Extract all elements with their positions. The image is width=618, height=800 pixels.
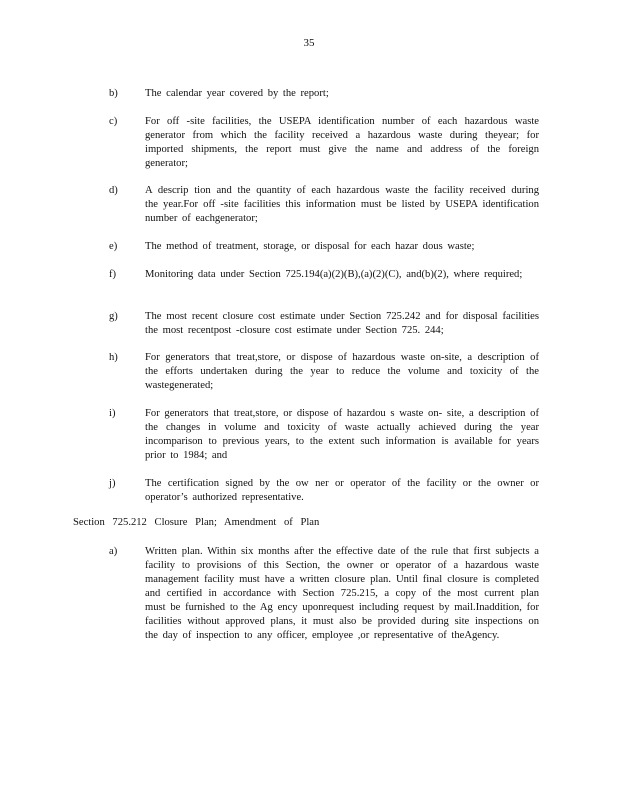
item-text: The calendar year covered by the report;: [145, 88, 329, 99]
item-text: For off -site facilities, the USEPA identification number of each hazardous waste generator from which the facility received a hazardous waste during theyear; for imported shipments, the report must give the name and address of the foreign generator;: [145, 116, 539, 169]
section-heading: Section 725.212 Closure Plan; Amendment of Plan: [73, 517, 320, 528]
item-label: h): [109, 352, 118, 363]
item-label: e): [109, 241, 118, 252]
item-label: d): [109, 185, 118, 196]
item-label: i): [109, 408, 116, 419]
item-text: Monitoring data under Section 725.194(a)(2)(B),(a)(2)(C), and(b)(2), where required;: [145, 269, 523, 280]
item-text: A descrip tion and the quantity of each hazardous waste the facility received during the year.For off -site facilities this information must be listed by USEPA identification number of eachgenerator;: [145, 185, 539, 224]
item-label: b): [109, 88, 118, 99]
item-label: c): [109, 116, 118, 127]
item-text: The most recent closure cost estimate under Section 725.242 and for disposal facilities the most recentpost -closure cost estimate under Section 725. 244;: [145, 311, 539, 336]
item-label: f): [109, 269, 117, 280]
item-text: For generators that treat,store, or dispose of hazardou s waste on- site, a description of the changes in volume and toxicity of waste actually achieved during the year incomparison to previous years, to the extent such information is available for years prior to 1984; and: [145, 408, 539, 461]
item-text: Written plan. Within six months after the effective date of the rule that first subjects a facility to provisions of this Section, the owner or operator of a hazardous waste management facility must have a written closure plan. Until final closure is completed and certified in accordance with Section 725.215, a copy of the most current plan must be furnished to the Ag ency uponrequest including request by mail.Inaddition, for facilities without approved plans, it must also be provided during site inspections on the day of inspection to any officer, employee ,or representative of theAgency.: [145, 546, 539, 641]
item-label: g): [109, 311, 118, 322]
item-text: For generators that treat,store, or dispose of hazardous waste on-site, a description of the efforts undertaken during the year to reduce the volume and toxicity of the wastegenerated;: [145, 352, 539, 391]
item-text: The certification signed by the ow ner or operator of the facility or the owner or operator’s authorized representative.: [145, 478, 539, 503]
item-text: The method of treatment, storage, or disposal for each hazar dous waste;: [145, 241, 475, 252]
item-label: a): [109, 546, 118, 557]
item-label: j): [109, 478, 116, 489]
page-number: 35: [303, 37, 315, 49]
